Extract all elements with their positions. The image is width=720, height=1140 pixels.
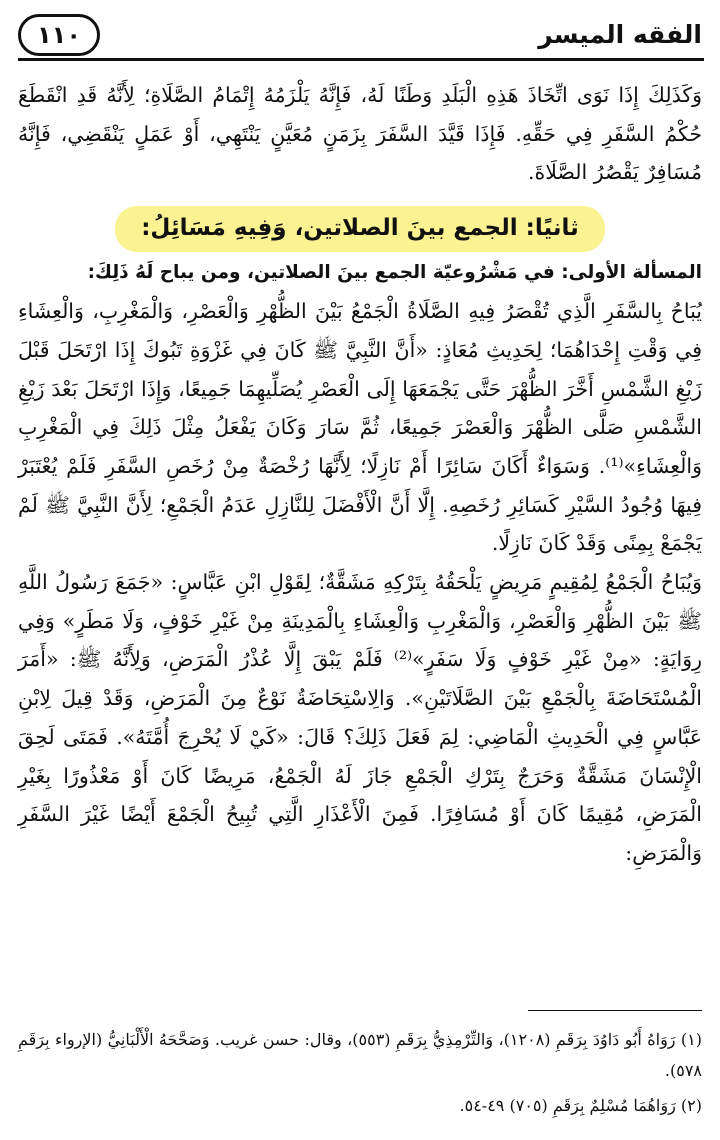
section-heading-wrap	[18, 206, 702, 252]
footnote-2: (٢) رَوَاهُمَا مُسْلِمٌ بِرَقَمِ (٧٠٥) ٤٩-٥٤.	[459, 1096, 702, 1115]
paragraph-combining-for-sick: وَيُبَاحُ الْجَمْعُ لِمُقِيمٍ مَرِيضٍ يَلْحَقُهُ بِتَرْكِهِ مَشَقَّةٌ؛ لِقَوْلِ ابْنِ عَبَّاسٍ: «جَمَعَ رَسُولُ اللَّهِ ﷺ بَيْنَ الظُّهْرِ وَالْعَصْرِ، وَالْمَغْرِبِ وَالْعِشَاءِ بِالْمَدِينَةِ مِنْ غَيْرِ خَوْفٍ، وَلَا مَطَرٍ» وَفِي رِوَايَةٍ: «مِنْ غَيْرِ خَوْفٍ وَلَا سَفَرٍ»⁽²⁾ فَلَمْ يَبْقَ إِلَّا عُذْرُ الْمَرَضِ، وَلِأَنَّهُ ﷺ: «أَمَرَ الْمُسْتَحَاضَةَ بِالْجَمْعِ بَيْنَ الصَّلَاتَيْنِ». وَالِاسْتِحَاضَةُ نَوْعٌ مِنَ الْمَرَضِ، وَقَدْ قِيلَ لِابْنِ عَبَّاسٍ فِي الْحَدِيثِ الْمَاضِي: لِمَ فَعَلَ ذَلِكَ؟ قَالَ: «كَيْ لَا يُحْرِجَ أُمَّتَهُ». فَمَتَى لَحِقَ الْإِنْسَانَ مَشَقَّةٌ وَحَرَجٌ بِتَرْكِ الْجَمْعِ جَازَ لَهُ الْجَمْعُ، مَرِيضًا كَانَ أَوْ مَعْذُورًا بِغَيْرِ الْمَرَضِ، مُقِيمًا كَانَ أَوْ مُسَافِرًا. فَمِنَ الْأَعْذَارِ الَّتِي تُبِيحُ الْجَمْعَ أَيْضًا غَيْرَ السَّفَرِ وَالْمَرَضِ:	[18, 570, 702, 865]
paragraph-combining-in-travel: يُبَاحُ بِالسَّفَرِ الَّذِي تُقْصَرُ فِيهِ الصَّلَاةُ الْجَمْعُ بَيْنَ الظُّهْرِ وَالْعَصْرِ، وَالْمَغْرِبِ، وَالْعِشَاءِ فِي وَقْتِ إِحْدَاهُمَا؛ لِحَدِيثِ مُعَاذٍ: «أَنَّ النَّبِيَّ ﷺ كَانَ فِي غَزْوَةِ تَبُوكَ إِذَا ارْتَحَلَ قَبْلَ زَيْغِ الشَّمْسِ أَخَّرَ الظُّهْرَ حَتَّى يَجْمَعَهَا إِلَى الْعَصْرِ يُصَلِّيهِمَا جَمِيعًا، وَإِذَا ارْتَحَلَ بَعْدَ زَيْغِ الشَّمْسِ صَلَّى الظُّهْرَ وَالْعَصْرَ جَمِيعًا، ثُمَّ سَارَ وَكَانَ يَفْعَلُ مِثْلَ ذَلِكَ فِي الْمَغْرِبِ وَالْعِشَاءِ»⁽¹⁾. وَسَوَاءٌ أَكَانَ سَائِرًا أَمْ نَازِلًا؛ لِأَنَّهَا رُخْصَةٌ مِنْ رُخَصِ السَّفَرِ فَلَمْ يُعْتَبَرْ فِيهَا وُجُودُ السَّيْرِ كَسَائِرِ رُخَصِهِ. إِلَّا أَنَّ الْأَفْضَلَ لِلنَّازِلِ عَدَمُ الْجَمْعِ؛ لِأَنَّ النَّبِيَّ ﷺ لَمْ يَجْمَعْ بِمِنًى وَقَدْ كَانَ نَازِلًا.	[18, 299, 702, 556]
footnotes	[18, 1024, 702, 1125]
footnote-divider	[528, 1010, 702, 1011]
issue-one-heading: المسألة الأولى: في مَشْرُوعيّة الجمع بينَ الصلاتين، ومن يباح لَهُ ذَلِكَ:	[87, 262, 702, 284]
page-number: ١١٠	[18, 14, 100, 56]
page-body	[18, 76, 702, 873]
book-title: الفقه الميسر	[538, 20, 702, 49]
page-header	[18, 14, 704, 61]
paragraph-travel-intent: وَكَذَلِكَ إِذَا نَوَى اتِّخَاذَ هَذِهِ الْبَلَدِ وَطَنًا لَهُ، فَإِنَّهُ يَلْزَمُهُ إِتْمَامُ الصَّلَاةِ؛ لِأَنَّهُ قَدِ انْقَطَعَ حُكْمُ السَّفَرِ فِي حَقِّهِ. فَإِذَا قَيَّدَ السَّفَرَ بِزَمَنٍ مُعَيَّنٍ يَنْتَهِي، أَوْ عَمَلٍ يَنْقَضِي، فَإِنَّهُ مُسَافِرٌ يَقْصُرُ الصَّلَاةَ.	[18, 83, 702, 185]
section-heading-combining-prayers: ثانيًا: الجمع بينَ الصلاتين، وَفِيهِ مَسَائِلُ:	[115, 206, 605, 252]
footnote-1: (١) رَوَاهُ أَبُو دَاوُدَ بِرَقَمِ (١٢٠٨)، وَالتِّرْمِذِيُّ بِرَقَمِ (٥٥٣)، وقال: حسن غريب. وَصَحَّحَهُ الْأَلْبَانِيُّ (الإرواء بِرَقَمِ ٥٧٨).	[18, 1030, 703, 1080]
